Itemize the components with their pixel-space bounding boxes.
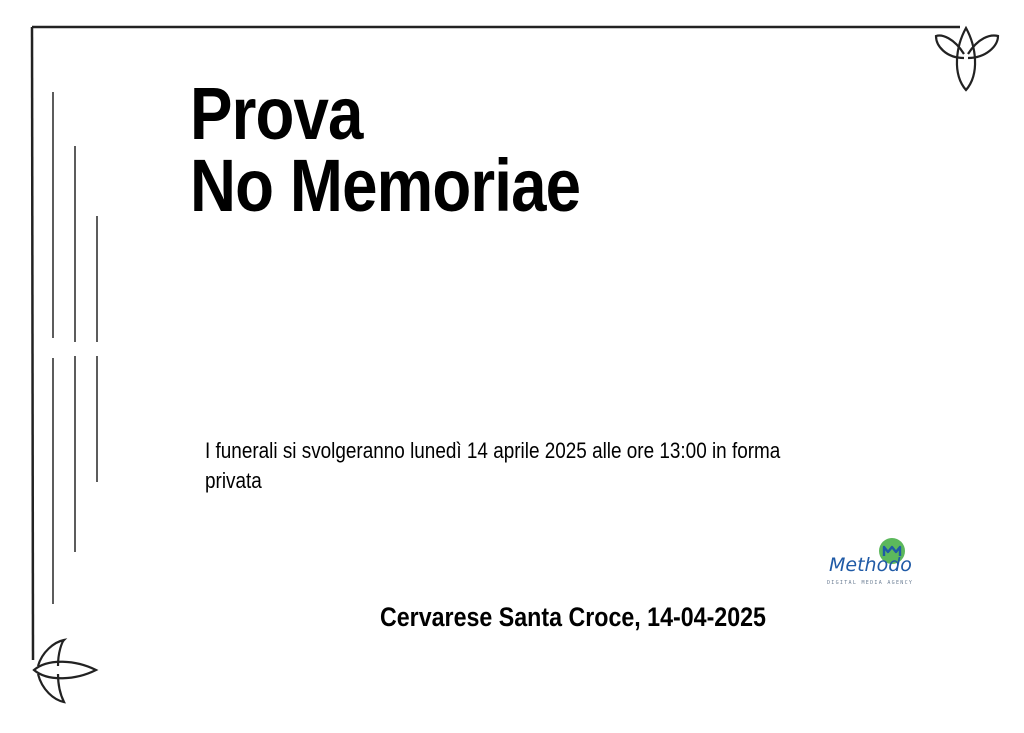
deceased-name-line-1: Prova — [190, 72, 363, 155]
deceased-name-line-2: No Memoriae — [190, 144, 581, 227]
logo-tagline: DIGITAL MEDIA AGENCY — [827, 580, 914, 586]
leaf-ornament-bottom-left-icon — [28, 636, 100, 706]
place-and-date: Cervarese Santa Croce, 14-04-2025 — [380, 602, 766, 632]
methodo-logo — [826, 536, 924, 590]
logo-wordmark: Methodo — [829, 554, 912, 576]
funeral-announcement: I funerali si svolgeranno lunedì 14 aprile 2025 alle ore 13:00 in forma privata — [205, 438, 781, 493]
leaf-ornament-top-right-icon — [930, 24, 1002, 96]
deceased-name — [190, 72, 581, 227]
